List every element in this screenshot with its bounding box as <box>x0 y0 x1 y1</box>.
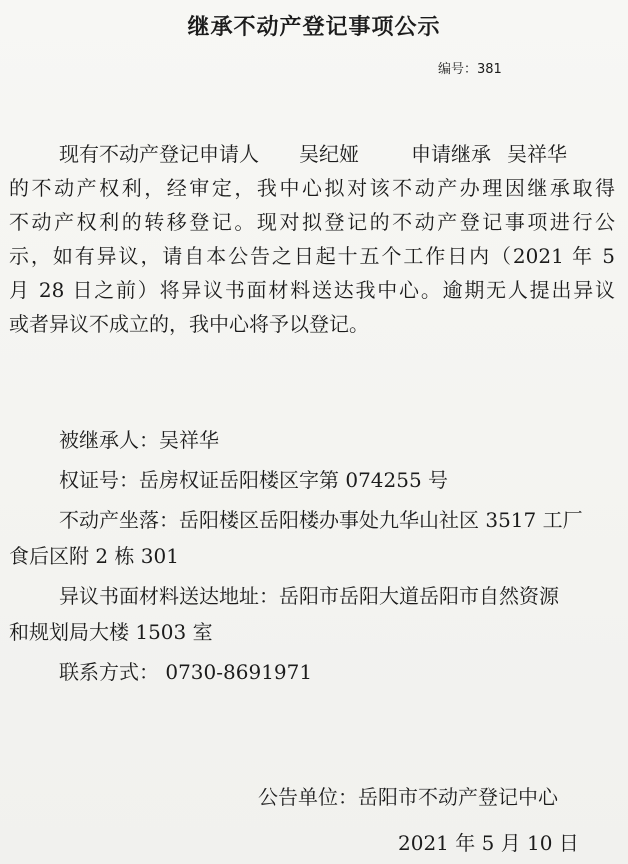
heir-row <box>9 423 615 459</box>
location-row-continued <box>9 539 615 575</box>
notice-line-1-prefix: 现有不动产登记申请人 <box>59 142 259 166</box>
serial-label: 编号： <box>438 62 478 77</box>
contact-row <box>9 655 615 691</box>
contact-label: 联系方式： <box>59 660 159 684</box>
address-row <box>9 579 615 615</box>
issuing-unit <box>258 780 558 814</box>
notice-line-3: 不动产权利的转移登记。现对拟登记的不动产登记事项进行公 <box>9 210 615 234</box>
issuing-unit-label: 公告单位： <box>258 785 358 809</box>
notice-line-5: 月 28 日之前）将异议书面材料送达我中心。逾期无人提出异议 <box>9 278 615 302</box>
notice-line-6: 或者异议不成立的，我中心将予以登记。 <box>9 312 369 336</box>
serial-value: 381 <box>477 62 502 77</box>
certificate-row <box>9 463 615 499</box>
address-label: 异议书面材料送达地址： <box>59 584 279 608</box>
notice-line-1-mid: 申请继承 <box>411 142 491 166</box>
certificate-value: 岳房权证岳阳楼区字第 074255 号 <box>139 468 449 492</box>
address-value-1: 岳阳市岳阳大道岳阳市自然资源 <box>279 584 559 608</box>
notice-line-4: 示，如有异议，请自本公告之日起十五个工作日内（2021 年 5 <box>9 244 615 268</box>
location-value-2: 食后区附 2 栋 301 <box>9 544 179 568</box>
address-row-continued <box>9 615 615 651</box>
notice-paragraph <box>9 137 615 341</box>
issuing-unit-value: 岳阳市不动产登记中心 <box>358 785 558 809</box>
heir-value: 吴祥华 <box>159 428 219 452</box>
certificate-label: 权证号： <box>59 468 139 492</box>
location-row <box>9 503 615 539</box>
contact-value: 0730-8691971 <box>165 660 313 684</box>
page-title: 继承不动产登记事项公示 <box>187 15 441 40</box>
notice-line-2: 的不动产权利，经审定，我中心拟对该不动产办理因继承取得 <box>9 176 615 200</box>
applicant-name: 吴纪娅 <box>299 142 359 166</box>
location-value-1: 岳阳楼区岳阳楼办事处九华山社区 3517 工厂 <box>179 508 583 532</box>
serial-number <box>438 58 502 77</box>
decedent-name: 吴祥华 <box>507 142 567 166</box>
notice-line-1 <box>9 137 615 171</box>
address-value-2: 和规划局大楼 1503 室 <box>9 620 213 644</box>
heir-label: 被继承人： <box>59 428 159 452</box>
property-details <box>9 423 615 691</box>
notice-date: 2021 年 5 月 10 日 <box>398 831 579 855</box>
location-label: 不动产坐落： <box>59 508 179 532</box>
